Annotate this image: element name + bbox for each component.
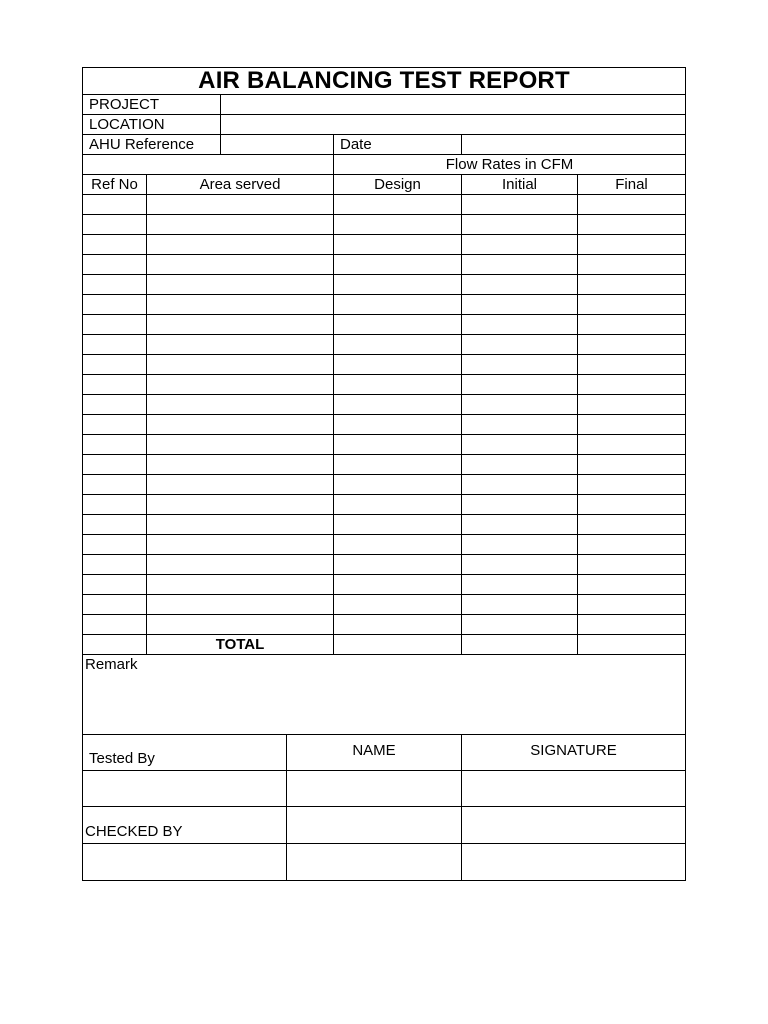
initial-cell[interactable] <box>462 515 578 534</box>
col-ref-no: Ref No <box>83 175 147 194</box>
col-area-served: Area served <box>147 175 334 194</box>
table-row <box>83 375 685 395</box>
area-served-cell[interactable] <box>147 375 334 394</box>
ref-no-cell[interactable] <box>83 255 147 274</box>
design-cell[interactable] <box>334 375 462 394</box>
initial-cell[interactable] <box>462 435 578 454</box>
area-served-cell[interactable] <box>147 555 334 574</box>
project-field[interactable] <box>221 95 685 114</box>
design-cell[interactable] <box>334 195 462 214</box>
area-served-cell[interactable] <box>147 595 334 614</box>
design-cell[interactable] <box>334 435 462 454</box>
table-row <box>83 275 685 295</box>
project-row <box>83 95 685 115</box>
initial-cell[interactable] <box>462 355 578 374</box>
area-served-cell[interactable] <box>147 395 334 414</box>
ahu-reference-label: AHU Reference <box>83 135 221 154</box>
table-row <box>83 535 685 555</box>
final-cell[interactable] <box>578 555 685 574</box>
initial-cell[interactable] <box>462 475 578 494</box>
table-row <box>83 555 685 575</box>
ref-no-cell[interactable] <box>83 315 147 334</box>
ref-no-cell[interactable] <box>83 595 147 614</box>
final-cell[interactable] <box>578 315 685 334</box>
location-field[interactable] <box>221 115 685 134</box>
checked-by-name-field-2[interactable] <box>287 844 462 880</box>
design-cell[interactable] <box>334 495 462 514</box>
total-initial-cell[interactable] <box>462 635 578 654</box>
design-cell[interactable] <box>334 255 462 274</box>
ref-no-cell[interactable] <box>83 435 147 454</box>
final-cell[interactable] <box>578 275 685 294</box>
area-served-cell[interactable] <box>147 315 334 334</box>
ref-no-cell[interactable] <box>83 235 147 254</box>
final-cell[interactable] <box>578 215 685 234</box>
table-row <box>83 335 685 355</box>
total-ref-cell <box>83 635 147 654</box>
design-cell[interactable] <box>334 555 462 574</box>
final-cell[interactable] <box>578 415 685 434</box>
initial-cell[interactable] <box>462 215 578 234</box>
final-cell[interactable] <box>578 435 685 454</box>
project-label: PROJECT <box>83 95 221 114</box>
initial-cell[interactable] <box>462 235 578 254</box>
initial-cell[interactable] <box>462 295 578 314</box>
table-row <box>83 595 685 615</box>
final-cell[interactable] <box>578 335 685 354</box>
area-served-cell[interactable] <box>147 235 334 254</box>
blank-heading-cell <box>83 155 334 174</box>
table-row <box>83 395 685 415</box>
table-row <box>83 355 685 375</box>
design-cell[interactable] <box>334 575 462 594</box>
design-cell[interactable] <box>334 415 462 434</box>
table-row <box>83 495 685 515</box>
initial-cell[interactable] <box>462 615 578 634</box>
table-row <box>83 515 685 535</box>
table-row <box>83 235 685 255</box>
report-title: AIR BALANCING TEST REPORT <box>83 68 685 95</box>
table-row <box>83 435 685 455</box>
final-cell[interactable] <box>578 595 685 614</box>
final-cell[interactable] <box>578 575 685 594</box>
ref-no-cell[interactable] <box>83 555 147 574</box>
design-cell[interactable] <box>334 295 462 314</box>
initial-cell[interactable] <box>462 255 578 274</box>
final-cell[interactable] <box>578 295 685 314</box>
area-served-cell[interactable] <box>147 295 334 314</box>
design-cell[interactable] <box>334 275 462 294</box>
table-row <box>83 195 685 215</box>
final-cell[interactable] <box>578 395 685 414</box>
signature-heading: SIGNATURE <box>462 735 685 771</box>
area-served-cell[interactable] <box>147 535 334 554</box>
initial-cell[interactable] <box>462 395 578 414</box>
tested-by-name-field[interactable] <box>287 771 462 807</box>
area-served-cell[interactable] <box>147 515 334 534</box>
final-cell[interactable] <box>578 535 685 554</box>
checked-by-signature-field[interactable] <box>462 807 685 844</box>
design-cell[interactable] <box>334 315 462 334</box>
initial-cell[interactable] <box>462 275 578 294</box>
ref-no-cell[interactable] <box>83 335 147 354</box>
design-cell[interactable] <box>334 395 462 414</box>
initial-cell[interactable] <box>462 375 578 394</box>
initial-cell[interactable] <box>462 495 578 514</box>
ref-no-cell[interactable] <box>83 375 147 394</box>
design-cell[interactable] <box>334 475 462 494</box>
area-served-cell[interactable] <box>147 575 334 594</box>
final-cell[interactable] <box>578 355 685 374</box>
final-cell[interactable] <box>578 615 685 634</box>
checked-by-field[interactable] <box>83 844 287 880</box>
final-cell[interactable] <box>578 495 685 514</box>
design-cell[interactable] <box>334 235 462 254</box>
table-row <box>83 315 685 335</box>
ref-no-cell[interactable] <box>83 395 147 414</box>
design-cell[interactable] <box>334 535 462 554</box>
tested-by-label: Tested By <box>83 735 287 771</box>
table-row <box>83 255 685 275</box>
final-cell[interactable] <box>578 475 685 494</box>
air-balancing-report-form <box>82 67 686 881</box>
area-served-cell[interactable] <box>147 255 334 274</box>
design-cell[interactable] <box>334 335 462 354</box>
tested-by-signature-field[interactable] <box>462 771 685 807</box>
ref-no-cell[interactable] <box>83 295 147 314</box>
design-cell[interactable] <box>334 615 462 634</box>
design-cell[interactable] <box>334 355 462 374</box>
col-design: Design <box>334 175 462 194</box>
date-label: Date <box>334 135 462 154</box>
ref-no-cell[interactable] <box>83 495 147 514</box>
table-row <box>83 575 685 595</box>
initial-cell[interactable] <box>462 535 578 554</box>
area-served-cell[interactable] <box>147 355 334 374</box>
remark-box[interactable] <box>83 655 685 735</box>
design-cell[interactable] <box>334 215 462 234</box>
area-served-cell[interactable] <box>147 435 334 454</box>
initial-cell[interactable] <box>462 455 578 474</box>
area-served-cell[interactable] <box>147 475 334 494</box>
ref-no-cell[interactable] <box>83 215 147 234</box>
table-row <box>83 215 685 235</box>
initial-cell[interactable] <box>462 595 578 614</box>
ahu-date-row <box>83 135 685 155</box>
data-rows <box>83 195 685 635</box>
design-cell[interactable] <box>334 515 462 534</box>
total-label: TOTAL <box>147 635 334 654</box>
checked-by-label: CHECKED BY <box>83 807 287 844</box>
signoff-grid <box>83 735 685 880</box>
remark-label: Remark <box>85 656 138 673</box>
total-row <box>83 635 685 655</box>
initial-cell[interactable] <box>462 415 578 434</box>
initial-cell[interactable] <box>462 575 578 594</box>
area-served-cell[interactable] <box>147 215 334 234</box>
ref-no-cell[interactable] <box>83 535 147 554</box>
table-row <box>83 475 685 495</box>
ref-no-cell[interactable] <box>83 455 147 474</box>
flow-rates-heading-row <box>83 155 685 175</box>
area-served-cell[interactable] <box>147 415 334 434</box>
initial-cell[interactable] <box>462 195 578 214</box>
column-header-row <box>83 175 685 195</box>
ref-no-cell[interactable] <box>83 575 147 594</box>
area-served-cell[interactable] <box>147 495 334 514</box>
total-final-cell[interactable] <box>578 635 685 654</box>
initial-cell[interactable] <box>462 335 578 354</box>
checked-by-signature-field-2[interactable] <box>462 844 685 880</box>
ref-no-cell[interactable] <box>83 195 147 214</box>
initial-cell[interactable] <box>462 315 578 334</box>
design-cell[interactable] <box>334 595 462 614</box>
area-served-cell[interactable] <box>147 335 334 354</box>
col-final: Final <box>615 176 648 193</box>
flow-rates-heading: Flow Rates in CFM <box>445 156 574 173</box>
location-label: LOCATION <box>83 115 221 134</box>
area-served-cell[interactable] <box>147 615 334 634</box>
ref-no-cell[interactable] <box>83 475 147 494</box>
final-cell[interactable] <box>578 235 685 254</box>
final-cell[interactable] <box>578 195 685 214</box>
ref-no-cell[interactable] <box>83 275 147 294</box>
checked-by-name-field[interactable] <box>287 807 462 844</box>
location-row <box>83 115 685 135</box>
ref-no-cell[interactable] <box>83 415 147 434</box>
table-row <box>83 295 685 315</box>
col-initial: Initial <box>462 175 578 194</box>
ref-no-cell[interactable] <box>83 515 147 534</box>
final-cell[interactable] <box>578 375 685 394</box>
table-row <box>83 615 685 635</box>
ref-no-cell[interactable] <box>83 355 147 374</box>
initial-cell[interactable] <box>462 555 578 574</box>
table-row <box>83 415 685 435</box>
area-served-cell[interactable] <box>147 455 334 474</box>
date-field[interactable] <box>462 135 685 154</box>
tested-by-field[interactable] <box>83 771 287 807</box>
final-cell[interactable] <box>578 455 685 474</box>
design-cell[interactable] <box>334 455 462 474</box>
final-cell[interactable] <box>578 515 685 534</box>
table-row <box>83 455 685 475</box>
area-served-cell[interactable] <box>147 275 334 294</box>
total-design-cell[interactable] <box>334 635 462 654</box>
final-cell[interactable] <box>578 255 685 274</box>
ref-no-cell[interactable] <box>83 615 147 634</box>
ahu-reference-field[interactable] <box>221 135 334 154</box>
area-served-cell[interactable] <box>147 195 334 214</box>
name-heading: NAME <box>287 735 462 771</box>
